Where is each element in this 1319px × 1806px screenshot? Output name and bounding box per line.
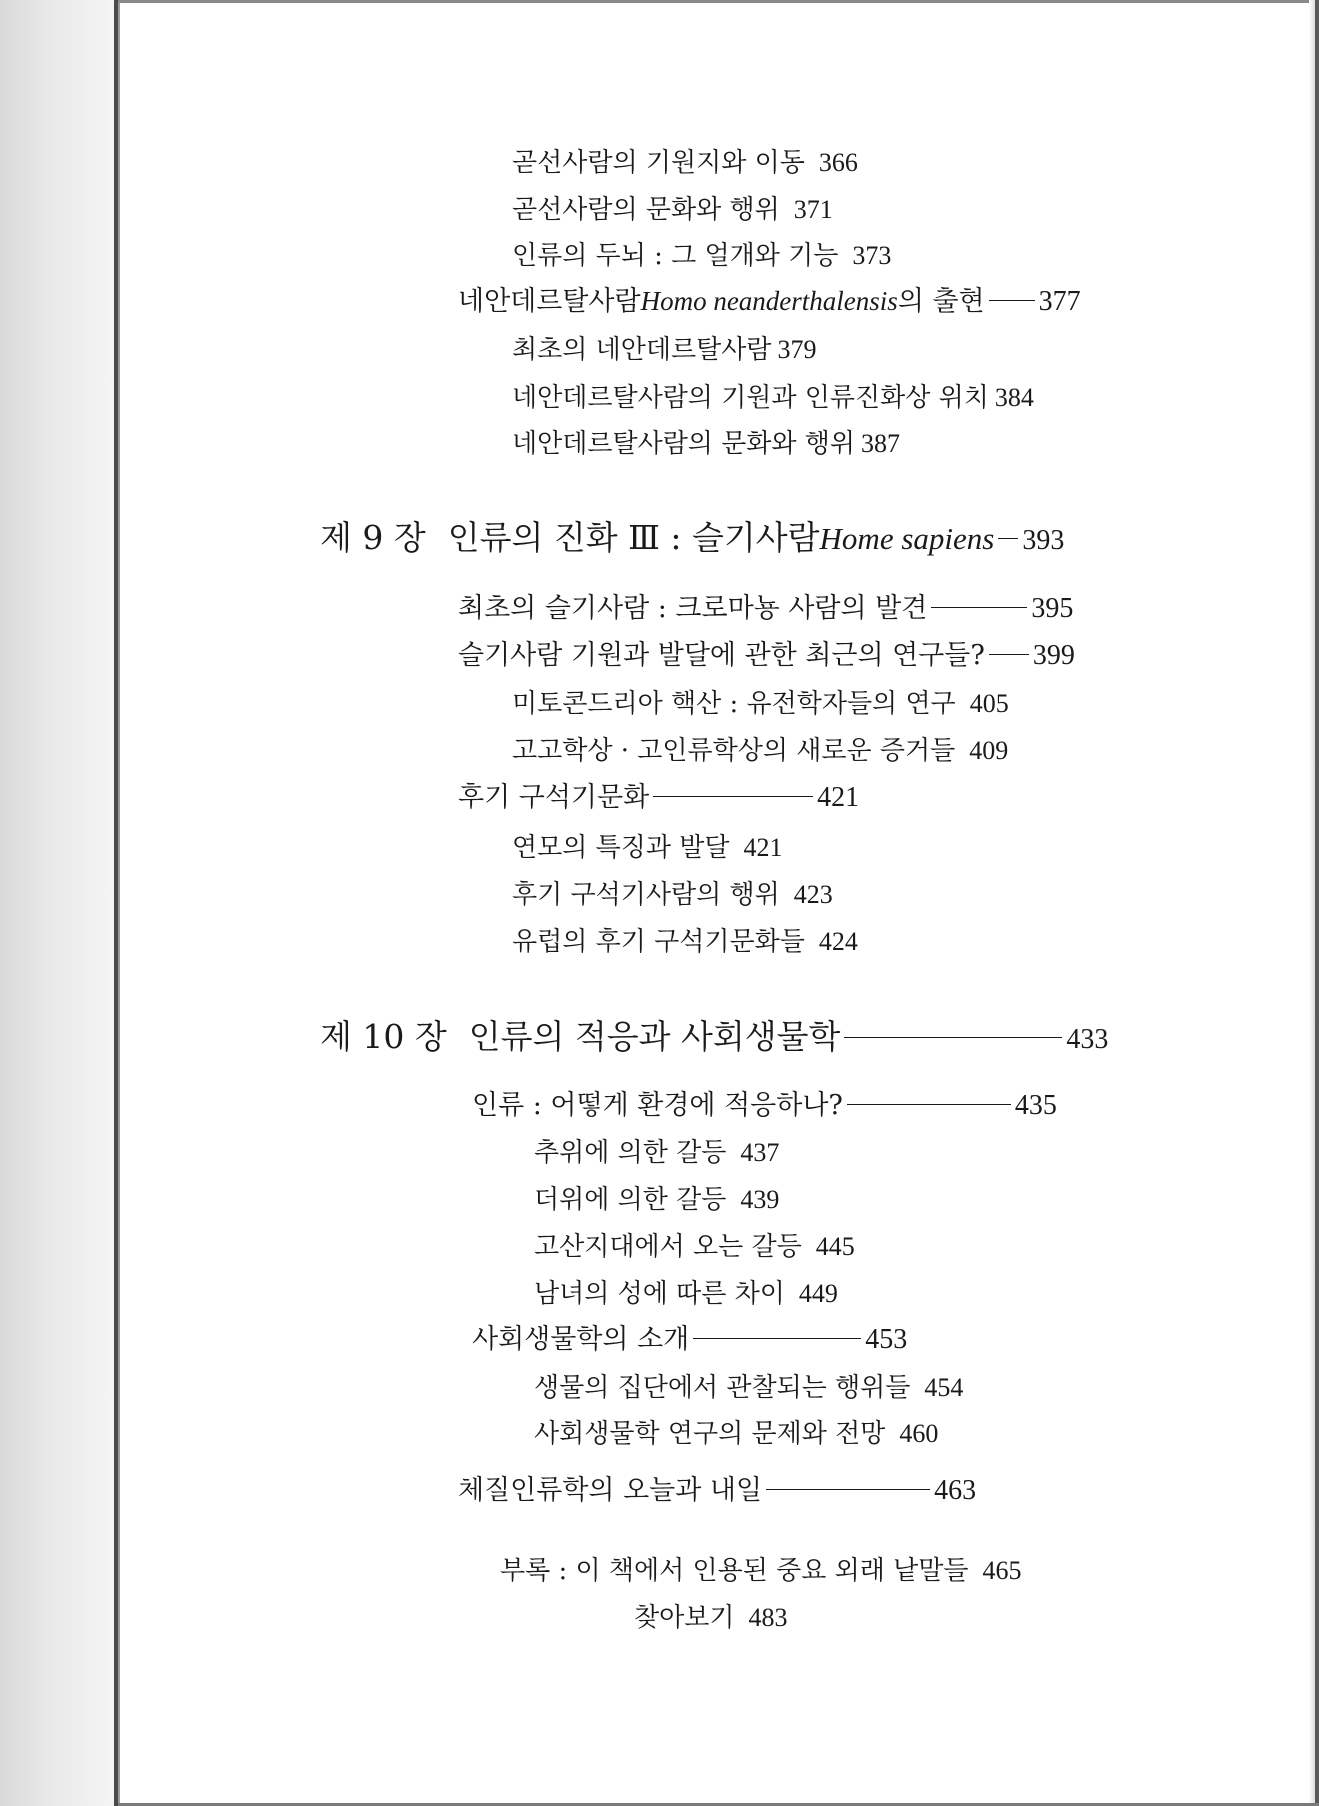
toc-entry-title: 더위에 의한 갈등 [534, 1185, 727, 1215]
toc-entry [534, 1375, 963, 1401]
toc-chapter-title: 인류의 진화 Ⅲ : 슬기사람 [447, 518, 820, 557]
toc-entry-page: 445 [815, 1232, 855, 1261]
toc-entry [512, 243, 891, 269]
toc-entry-page: 387 [861, 429, 901, 458]
toc-section [458, 1477, 976, 1505]
toc-section [472, 1326, 907, 1354]
toc-entry-title: 최초의 네안데르탈사람 [512, 335, 772, 365]
toc-leader [844, 1037, 1062, 1038]
toc-section-title: 사회생물학의 소개 [472, 1324, 690, 1355]
toc-entry-page: 439 [740, 1185, 780, 1214]
toc-entry-page: 449 [798, 1279, 838, 1308]
toc-leader [989, 300, 1035, 301]
toc-section-page: 453 [865, 1324, 908, 1355]
toc-entry-title: 연모의 특징과 발달 [512, 833, 730, 863]
toc-entry-title: 유럽의 후기 구석기문화들 [512, 927, 805, 957]
toc-section-page: 463 [934, 1475, 977, 1506]
toc-entry-title: 네안데르탈사람의 기원과 인류진화상 위치 [512, 383, 989, 413]
toc-leader [931, 607, 1027, 608]
toc-entry-title: 네안데르탈사람의 문화와 행위 [512, 429, 856, 459]
toc-leader [766, 1489, 930, 1490]
toc-entry [534, 1140, 779, 1166]
toc-chapter [320, 1017, 1109, 1056]
toc-section-title: 슬기사람 기원과 발달에 관한 최근의 연구들? [458, 640, 985, 671]
toc-index [634, 1605, 787, 1631]
toc-entry-page: 405 [969, 689, 1009, 718]
toc-section [458, 595, 1073, 623]
toc-entry-page: 379 [777, 335, 817, 364]
toc-leader [847, 1104, 1011, 1105]
toc-entry-title: 고고학상 · 고인류학상의 새로운 증거들 [512, 736, 956, 766]
toc-entry-title: 고산지대에서 오는 갈등 [534, 1232, 802, 1262]
toc-entry [512, 882, 833, 908]
toc-section-title: 체질인류학의 오늘과 내일 [458, 1475, 763, 1506]
toc-chapter-label: 제 9 장 [320, 518, 426, 557]
toc-index-title: 찾아보기 [634, 1603, 735, 1633]
toc-leader [653, 796, 813, 797]
toc-entry [534, 1187, 779, 1213]
toc-section-latin: Homo neanderthalensis [640, 286, 898, 316]
toc-entry [534, 1421, 938, 1447]
toc-section-title: 네안데르탈사람 [458, 286, 641, 317]
toc-entry-page: 371 [793, 195, 833, 224]
toc-leader [998, 538, 1018, 539]
page-edge-right [1315, 0, 1319, 1806]
toc-entry-title: 후기 구석기사람의 행위 [512, 880, 780, 910]
toc-section [472, 1092, 1057, 1120]
toc-entry-title: 남녀의 성에 따른 차이 [534, 1279, 785, 1309]
toc-entry-title: 곧선사람의 기원지와 이동 [512, 148, 805, 178]
toc-section-page: 399 [1032, 640, 1075, 671]
toc-entry [512, 337, 816, 363]
toc-appendix-title: 부록 : 이 책에서 인용된 중요 외래 낱말들 [500, 1556, 969, 1586]
toc-chapter-title: 인류의 적응과 사회생물학 [468, 1017, 841, 1056]
toc-section-page: 435 [1014, 1090, 1057, 1121]
toc-entry-page: 409 [969, 736, 1009, 765]
page-edge-top [118, 0, 1319, 3]
toc-index-page: 483 [748, 1603, 788, 1632]
toc-appendix [500, 1558, 1021, 1584]
toc-entry-page: 373 [852, 241, 892, 270]
toc-chapter [320, 518, 1065, 557]
toc-appendix-page: 465 [982, 1556, 1022, 1585]
toc-entry [534, 1281, 838, 1307]
toc-chapter-latin: Home sapiens [819, 521, 995, 556]
toc-entry-title: 사회생물학 연구의 문제와 전망 [534, 1419, 886, 1449]
toc-entry-title: 생물의 집단에서 관찰되는 행위들 [534, 1373, 911, 1403]
toc-section-page: 421 [817, 782, 860, 813]
toc-entry-page: 366 [818, 148, 858, 177]
toc-section [458, 288, 1081, 316]
toc-entry [512, 691, 1009, 717]
toc-entry-page: 421 [743, 833, 783, 862]
page-edge-left-inner [118, 0, 120, 1806]
toc-chapter-page: 393 [1022, 525, 1065, 556]
toc-entry [512, 150, 858, 176]
toc-entry [512, 835, 782, 861]
toc-entry [512, 385, 1034, 411]
toc-section [458, 784, 859, 812]
toc-entry [534, 1234, 855, 1260]
toc-section-page: 377 [1038, 286, 1081, 317]
toc-entry-page: 384 [994, 383, 1034, 412]
toc-entry-title: 인류의 두뇌 : 그 얼개와 기능 [512, 241, 839, 271]
toc-section-title: 최초의 슬기사람 : 크로마뇽 사람의 발견 [458, 593, 928, 624]
toc-section-title: 인류 : 어떻게 환경에 적응하나? [472, 1090, 843, 1121]
toc-entry [512, 929, 858, 955]
toc-section-page: 395 [1031, 593, 1074, 624]
toc-entry [512, 738, 1008, 764]
toc-leader [693, 1338, 861, 1339]
toc-leader [989, 654, 1029, 655]
toc-entry-title: 미토콘드리아 핵산 : 유전학자들의 연구 [512, 689, 956, 719]
toc-entry-page: 424 [818, 927, 858, 956]
toc-section-title: 후기 구석기문화 [458, 782, 650, 813]
toc-section-suffix: 의 출현 [897, 286, 985, 317]
toc-entry-title: 곧선사람의 문화와 행위 [512, 195, 780, 225]
toc-chapter-page: 433 [1066, 1024, 1109, 1055]
toc-entry-page: 454 [924, 1373, 964, 1402]
toc-entry [512, 197, 833, 223]
toc-entry-title: 추위에 의한 갈등 [534, 1138, 727, 1168]
toc-entry [512, 431, 900, 457]
toc-entry-page: 437 [740, 1138, 780, 1167]
toc-chapter-label: 제 10 장 [320, 1017, 447, 1056]
toc-entry-page: 423 [793, 880, 833, 909]
scan-margin-left [0, 0, 114, 1806]
toc-section [458, 642, 1075, 670]
toc-entry-page: 460 [899, 1419, 939, 1448]
